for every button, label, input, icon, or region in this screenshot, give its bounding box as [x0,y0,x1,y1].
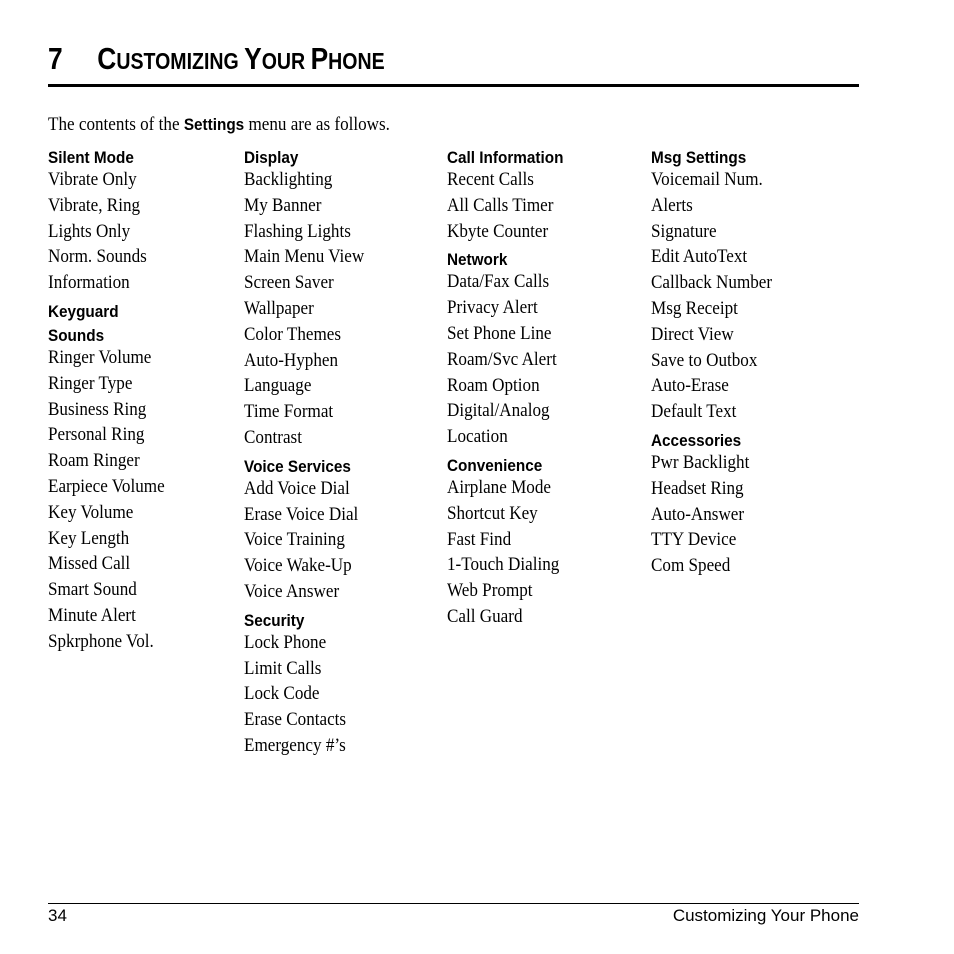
menu-item: Data/Fax Calls [447,271,550,293]
menu-item: My Banner [244,194,322,216]
menu-section-heading: Display [244,148,299,167]
menu-item: Vibrate Only [48,169,137,190]
menu-item: Flashing Lights [244,220,351,242]
menu-item: Missed Call [48,553,131,575]
menu-item: Earpiece Volume [48,475,165,497]
menu-item: Location [447,426,508,448]
menu-item: Vibrate, Ring [48,194,141,216]
menu-column-4 [651,147,786,579]
intro-sentence: The contents of the Settings menu are as follows. [48,114,390,135]
menu-item: Minute Alert [48,604,136,626]
menu-item: Voicemail Num. [651,169,763,190]
chapter-title-text: CUSTOMIZING YOUR PHONE [97,41,385,76]
menu-item: Spkrphone Vol. [48,630,154,652]
menu-item: Erase Voice Dial [244,503,359,525]
menu-item: Auto-Answer [651,503,745,525]
menu-item: Color Themes [244,323,342,345]
menu-item: Wallpaper [244,297,314,319]
menu-item: Information [48,272,130,294]
menu-item: Lock Code [244,683,320,705]
menu-item: Roam Option [447,374,540,396]
menu-item: Screen Saver [244,272,334,294]
menu-column-3 [447,147,576,630]
menu-item: Auto-Hyphen [244,349,339,371]
menu-item: Personal Ring [48,424,145,446]
menu-item: Lights Only [48,220,131,242]
menu-item: Smart Sound [48,579,137,601]
menu-item: Headset Ring [651,477,744,499]
menu-item: Ringer Volume [48,346,152,368]
menu-item: Key Volume [48,501,134,523]
menu-item: Main Menu View [244,246,365,268]
menu-item: Pwr Backlight [651,451,750,473]
menu-item: Roam/Svc Alert [447,348,557,370]
menu-item: Emergency #’s [244,734,346,756]
footer-rule [48,903,859,904]
menu-item: Voice Training [244,529,345,551]
menu-item: Set Phone Line [447,322,552,344]
menu-item: Erase Contacts [244,709,347,731]
menu-item: All Calls Timer [447,194,554,216]
menu-section-heading: Network [447,250,508,270]
menu-column-2 [244,147,378,759]
settings-keyword: Settings [183,115,245,134]
menu-item: Call Guard [447,605,523,627]
menu-item: Msg Receipt [651,297,738,319]
menu-item: Privacy Alert [447,297,538,319]
menu-section-heading: Accessories [651,430,742,450]
menu-item: Airplane Mode [447,476,552,498]
menu-section-heading: Keyguard [48,301,119,321]
menu-item: Norm. Sounds [48,246,147,268]
menu-item: Recent Calls [447,169,534,190]
menu-section-heading: Msg Settings [651,148,747,167]
menu-item: Callback Number [651,272,773,294]
menu-item: Contrast [244,426,302,448]
menu-column-1 [48,147,178,655]
menu-item: Add Voice Dial [244,477,350,499]
menu-item: Ringer Type [48,372,133,394]
menu-section-heading: Silent Mode [48,148,134,167]
menu-item: Alerts [651,194,693,216]
menu-section-heading: Call Information [447,148,564,167]
menu-item: Direct View [651,323,734,345]
menu-item: Edit AutoText [651,246,748,268]
menu-item: Com Speed [651,555,731,577]
menu-item: Kbyte Counter [447,220,549,242]
menu-item: Language [244,375,312,397]
chapter-number: 7 [48,41,63,76]
menu-item: Save to Outbox [651,349,758,371]
menu-item: Time Format [244,401,334,423]
menu-item: Auto-Erase [651,375,729,397]
running-footer-title: Customizing Your Phone [672,906,859,925]
menu-item: Limit Calls [244,657,322,679]
menu-item: Digital/Analog [447,400,550,422]
menu-item: Lock Phone [244,631,327,653]
menu-item: TTY Device [651,529,737,551]
menu-item: Voice Wake-Up [244,555,352,577]
page-number: 34 [48,906,67,925]
menu-section-heading: Voice Services [244,456,351,476]
menu-item: Key Length [48,527,130,549]
menu-item: Business Ring [48,398,147,420]
menu-item: Signature [651,220,717,242]
menu-section-heading: Sounds [48,325,105,345]
title-rule [48,84,859,87]
chapter-title [48,41,385,81]
menu-item: Voice Answer [244,580,340,602]
menu-section-heading: Convenience [447,455,543,475]
menu-item: Backlighting [244,169,333,190]
menu-item: Fast Find [447,528,512,550]
menu-item: Shortcut Key [447,502,538,524]
menu-item: Default Text [651,401,737,423]
menu-section-heading: Security [244,610,305,630]
menu-item: 1-Touch Dialing [447,554,560,576]
menu-item: Web Prompt [447,580,533,602]
menu-item: Roam Ringer [48,450,140,472]
